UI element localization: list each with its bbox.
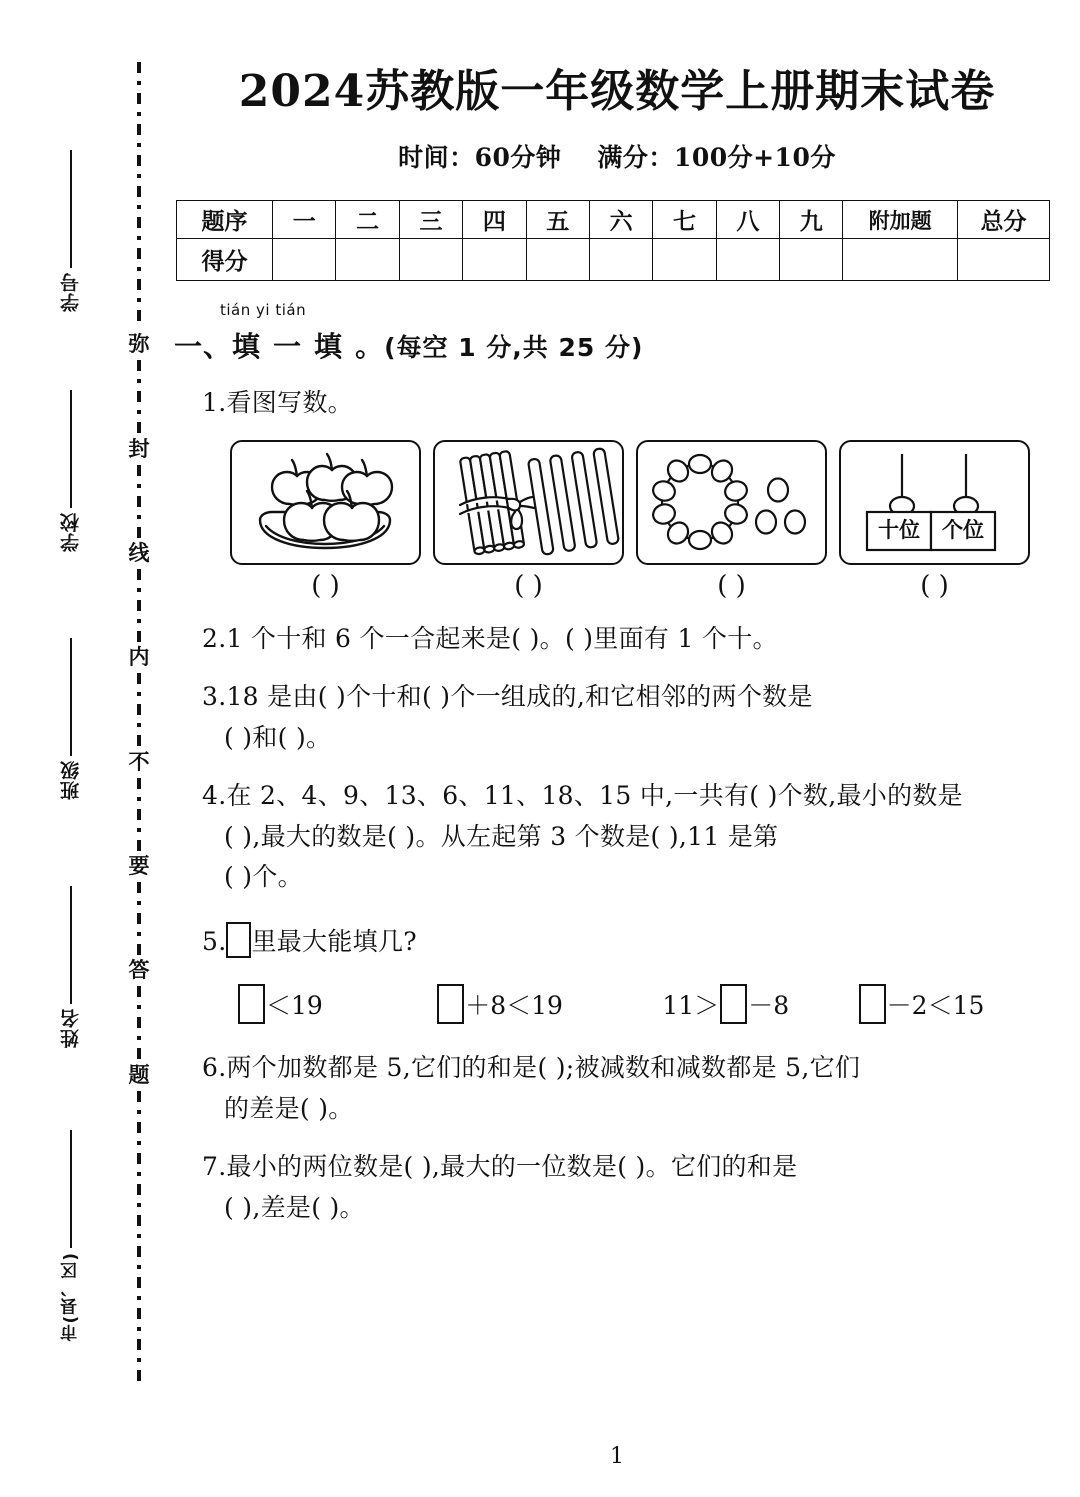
question-6-line-2: 的差是( )。 [224, 1093, 354, 1123]
score-table-col-9: 九 [780, 201, 843, 239]
score-table-col-2: 二 [336, 201, 399, 239]
page-number: 1 [610, 1444, 624, 1469]
section-title-char-3: 填 [314, 330, 344, 364]
bead-ring-icon [638, 442, 825, 563]
answer-box-icon[interactable] [226, 922, 251, 958]
write-line [70, 886, 72, 1004]
seal-line-char: 要 [128, 854, 150, 879]
seal-field-xingming [40, 886, 102, 1048]
question-1-pictures [230, 440, 1030, 565]
answer-blank-3[interactable] [636, 571, 827, 601]
question-5-prompt-text: 里最大能填几? [251, 926, 417, 956]
student-info-fields [40, 60, 102, 1360]
question-5-prompt [202, 922, 1048, 963]
table-row-scores [177, 239, 1050, 281]
seal-field-label: 姓名 [59, 1008, 82, 1048]
score-cell-8[interactable] [716, 239, 779, 281]
pinyin-annotation: tián yi tián [220, 301, 307, 320]
score-table-col-6: 六 [589, 201, 652, 239]
section-title-char-2: 一 [273, 330, 303, 364]
seal-line-char: 答 [128, 958, 150, 983]
question-3-line-2: ( )和( )。 [224, 722, 332, 752]
exam-meta [172, 138, 1080, 174]
expression-1-text: ＜19 [266, 991, 323, 1021]
tens-place-label: 十位 [878, 517, 920, 542]
sealing-line [122, 62, 156, 1384]
question-6 [202, 1048, 1048, 1129]
answer-box-icon[interactable] [238, 984, 265, 1024]
question-1-text: 1.看图写数。 [202, 388, 353, 418]
dash-segment [137, 778, 141, 851]
seal-line-char: 弥 [128, 332, 150, 357]
question-2-line-1: 2.1 个十和 6 个一合起来是( )。( )里面有 1 个十。 [202, 623, 778, 653]
score-table-col-7: 七 [653, 201, 716, 239]
score-cell-2[interactable] [336, 239, 399, 281]
question-6-line-1: 6.两个加数都是 5,它们的和是( );被减数和减数都是 5,它们 [202, 1053, 861, 1083]
write-line [70, 638, 72, 756]
question-5-number: 5. [202, 926, 227, 956]
answer-box-icon[interactable] [437, 984, 464, 1024]
score-cell-5[interactable] [526, 239, 589, 281]
score-cell-9[interactable] [780, 239, 843, 281]
score-cell-1[interactable] [273, 239, 336, 281]
expression-3-prefix: 11＞ [662, 991, 720, 1021]
expression-2-text: ＋8＜19 [465, 991, 563, 1021]
exam-total-score: 满分：100分+10分 [597, 143, 836, 173]
question-7 [202, 1147, 1048, 1228]
sticks-bundle-icon [435, 442, 622, 563]
score-table-col-total: 总分 [957, 201, 1049, 239]
score-table-col-4: 四 [463, 201, 526, 239]
dash-segment [137, 360, 141, 433]
answer-box-icon[interactable] [859, 984, 886, 1024]
dash-segment [137, 465, 141, 538]
section-one-header [174, 301, 1080, 365]
ones-place-label: 个位 [942, 517, 984, 542]
picture-sticks [433, 440, 624, 565]
answer-blank-1[interactable] [230, 571, 421, 601]
question-3-line-1: 3.18 是由( )个十和( )个一组成的,和它相邻的两个数是 [202, 682, 813, 712]
question-7-line-2: ( ),差是( )。 [224, 1192, 365, 1222]
score-cell-bonus[interactable] [843, 239, 957, 281]
seal-field-shi-xian-qu [40, 1130, 102, 1342]
question-7-line-1: 7.最小的两位数是( ),最大的一位数是( )。它们的和是 [202, 1152, 798, 1182]
apples-plate-icon [232, 442, 419, 563]
score-cell-7[interactable] [653, 239, 716, 281]
write-line [70, 150, 72, 268]
score-cell-6[interactable] [589, 239, 652, 281]
question-4-line-2: ( ),最大的数是( )。从左起第 3 个数是( ),11 是第 [224, 821, 779, 851]
seal-field-xuehao [40, 150, 102, 312]
score-table-col-8: 八 [716, 201, 779, 239]
seal-line-char: 内 [128, 645, 150, 670]
section-title-period: 。 [355, 330, 385, 364]
write-line [70, 1130, 72, 1248]
question-1-answer-blanks [230, 571, 1030, 601]
seal-field-banji [40, 638, 102, 800]
section-title-char-1: 填 [232, 330, 262, 364]
question-3 [202, 677, 1048, 758]
answer-blank-2[interactable] [433, 571, 624, 601]
score-cell-total[interactable] [957, 239, 1049, 281]
dash-segment [137, 673, 141, 746]
dash-segment [137, 882, 141, 955]
write-line [70, 390, 72, 508]
score-table [176, 200, 1050, 281]
seal-field-label: 学号 [59, 272, 82, 312]
section-one-title [174, 325, 1080, 365]
score-cell-4[interactable] [463, 239, 526, 281]
seal-field-label: 市(县、区) [60, 1252, 81, 1342]
expression-2 [437, 984, 661, 1024]
picture-beads [636, 440, 827, 565]
dash-segment [137, 986, 141, 1059]
seal-field-xuexiao [40, 390, 102, 552]
expression-4-text: －2＜15 [886, 991, 985, 1021]
answer-paren-text: ( ) [514, 570, 543, 601]
table-row-headers [177, 201, 1050, 239]
score-cell-3[interactable] [399, 239, 462, 281]
question-2 [202, 619, 1048, 660]
seal-line-char: 线 [128, 541, 150, 566]
question-5-expressions [238, 984, 1038, 1024]
seal-field-label: 学校 [59, 512, 82, 552]
dash-segment [137, 1091, 141, 1384]
seal-sidebar [0, 0, 172, 1497]
answer-paren-text: ( ) [311, 570, 340, 601]
answer-paren-text: ( ) [920, 570, 949, 601]
seal-line-char: 不 [128, 749, 150, 774]
seal-line-char: 封 [128, 436, 150, 461]
score-table-rowhead-defen: 得分 [177, 239, 273, 281]
seal-line-char: 题 [128, 1062, 150, 1087]
score-table-col-1: 一 [273, 201, 336, 239]
answer-blank-4[interactable] [839, 571, 1030, 601]
seal-field-label: 班级 [59, 760, 82, 800]
question-4-line-3: ( )个。 [224, 862, 303, 892]
answer-paren-text: ( ) [717, 570, 746, 601]
picture-apples-on-plate [230, 440, 421, 565]
score-table-col-bonus: 附加题 [843, 201, 957, 239]
score-table-rowhead-tixu: 题序 [177, 201, 273, 239]
exam-page [172, 0, 1080, 1497]
score-table-container [176, 200, 1050, 281]
page-title: 2024苏教版一年级数学上册期末试卷 [238, 66, 996, 117]
place-value-counter-icon [841, 442, 1028, 563]
dash-segment [137, 62, 141, 329]
answer-box-icon[interactable] [720, 984, 747, 1024]
expression-3 [661, 984, 858, 1024]
picture-place-value-counter [839, 440, 1030, 565]
score-table-col-3: 三 [399, 201, 462, 239]
section-one-points: (每空 1 分,共 25 分) [384, 333, 644, 363]
question-4-line-1: 4.在 2、4、9、13、6、11、18、15 中,一共有( )个数,最小的数是 [202, 781, 963, 811]
score-table-col-5: 五 [526, 201, 589, 239]
section-number: 一、 [174, 330, 233, 364]
question-4 [202, 776, 1048, 898]
expression-3-text: －8 [748, 991, 790, 1021]
expression-4 [859, 984, 1038, 1024]
exam-duration: 时间：60分钟 [398, 143, 562, 173]
dash-segment [137, 569, 141, 642]
expression-1 [238, 984, 437, 1024]
